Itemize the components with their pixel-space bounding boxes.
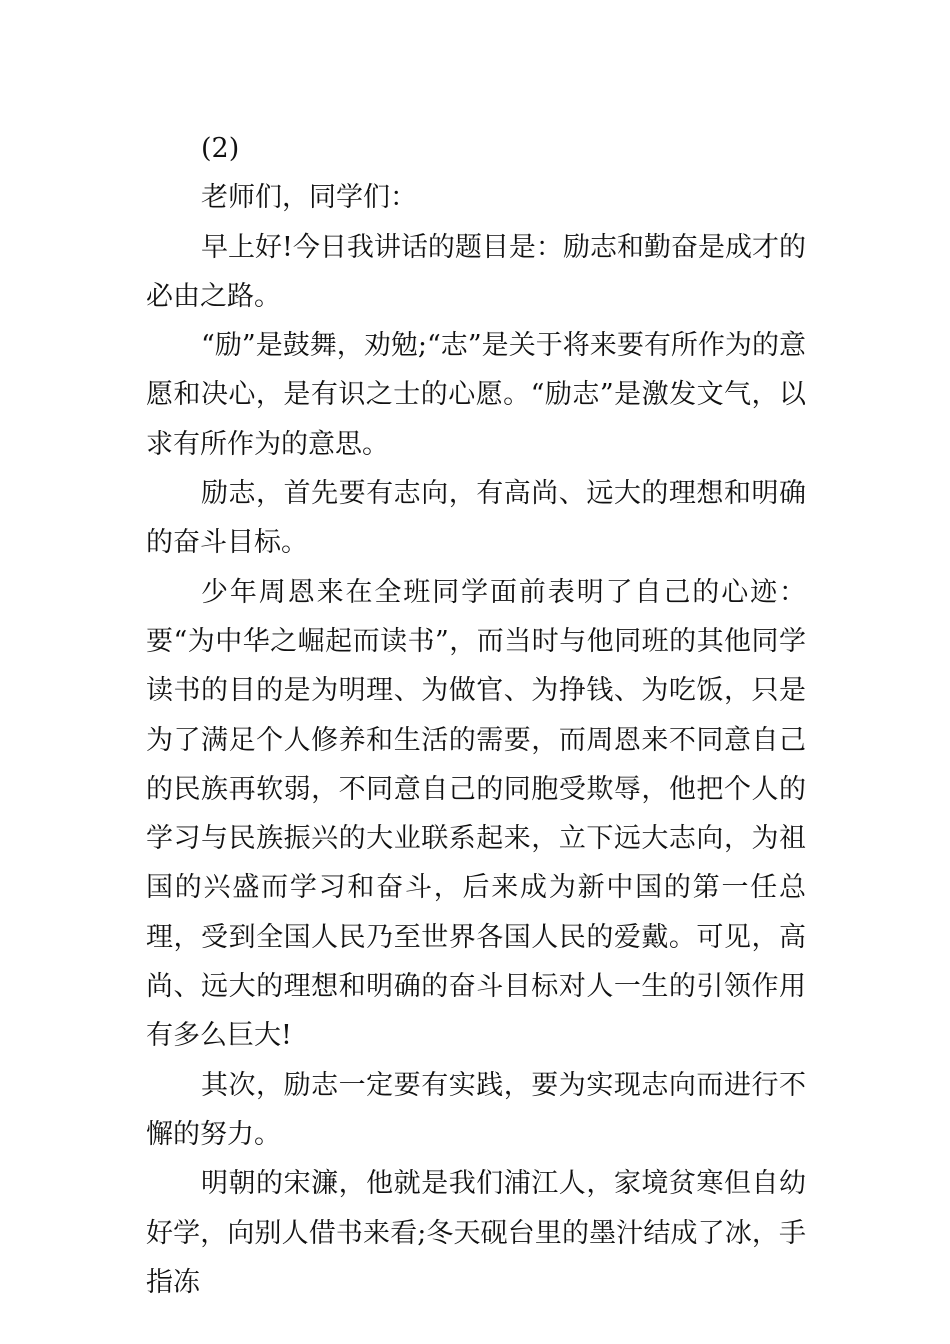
paragraph-greeting: 早上好!今日我讲话的题目是：励志和勤奋是成才的必由之路。 [146,231,806,312]
paragraph-first-point: 励志，首先要有志向，有高尚、远大的理想和明确的奋斗目标。 [146,478,806,559]
section-number: (2) [201,133,240,164]
paragraph-song-lian: 明朝的宋濂，他就是我们浦江人，家境贫寒但自幼好学，向别人借书来看;冬天砚台里的墨汁结成了冰，手指冻 [146,1168,806,1298]
paragraph-definition: “励”是鼓舞，劝勉;“志”是关于将来要有所作为的意愿和决心，是有识之士的心愿。“励志”是激发文气，以求有所作为的意思。 [146,330,806,460]
salutation: 老师们，同学们： [201,182,417,214]
paragraph-second-point: 其次，励志一定要有实践，要为实现志向而进行不懈的努力。 [146,1069,806,1150]
document-body [146,124,806,1307]
paragraph-zhou-enlai: 少年周恩来在全班同学面前表明了自己的心迹：要“为中华之崛起而读书”，而当时与他同班的其他同学读书的目的是为明理、为做官、为挣钱、为吃饭，只是为了满足个人修养和生活的需要，而周恩来不同意自己的民族再软弱，不同意自己的同胞受欺辱，他把个人的学习与民族振兴的大业联系起来，立下远大志向，为祖国的兴盛而学习和奋斗，后来成为新中国的第一任总理，受到全国人民乃至世界各国人民的爱戴。可见，高尚、远大的理想和明确的奋斗目标对人一生的引领作用有多么巨大! [146,576,806,1052]
